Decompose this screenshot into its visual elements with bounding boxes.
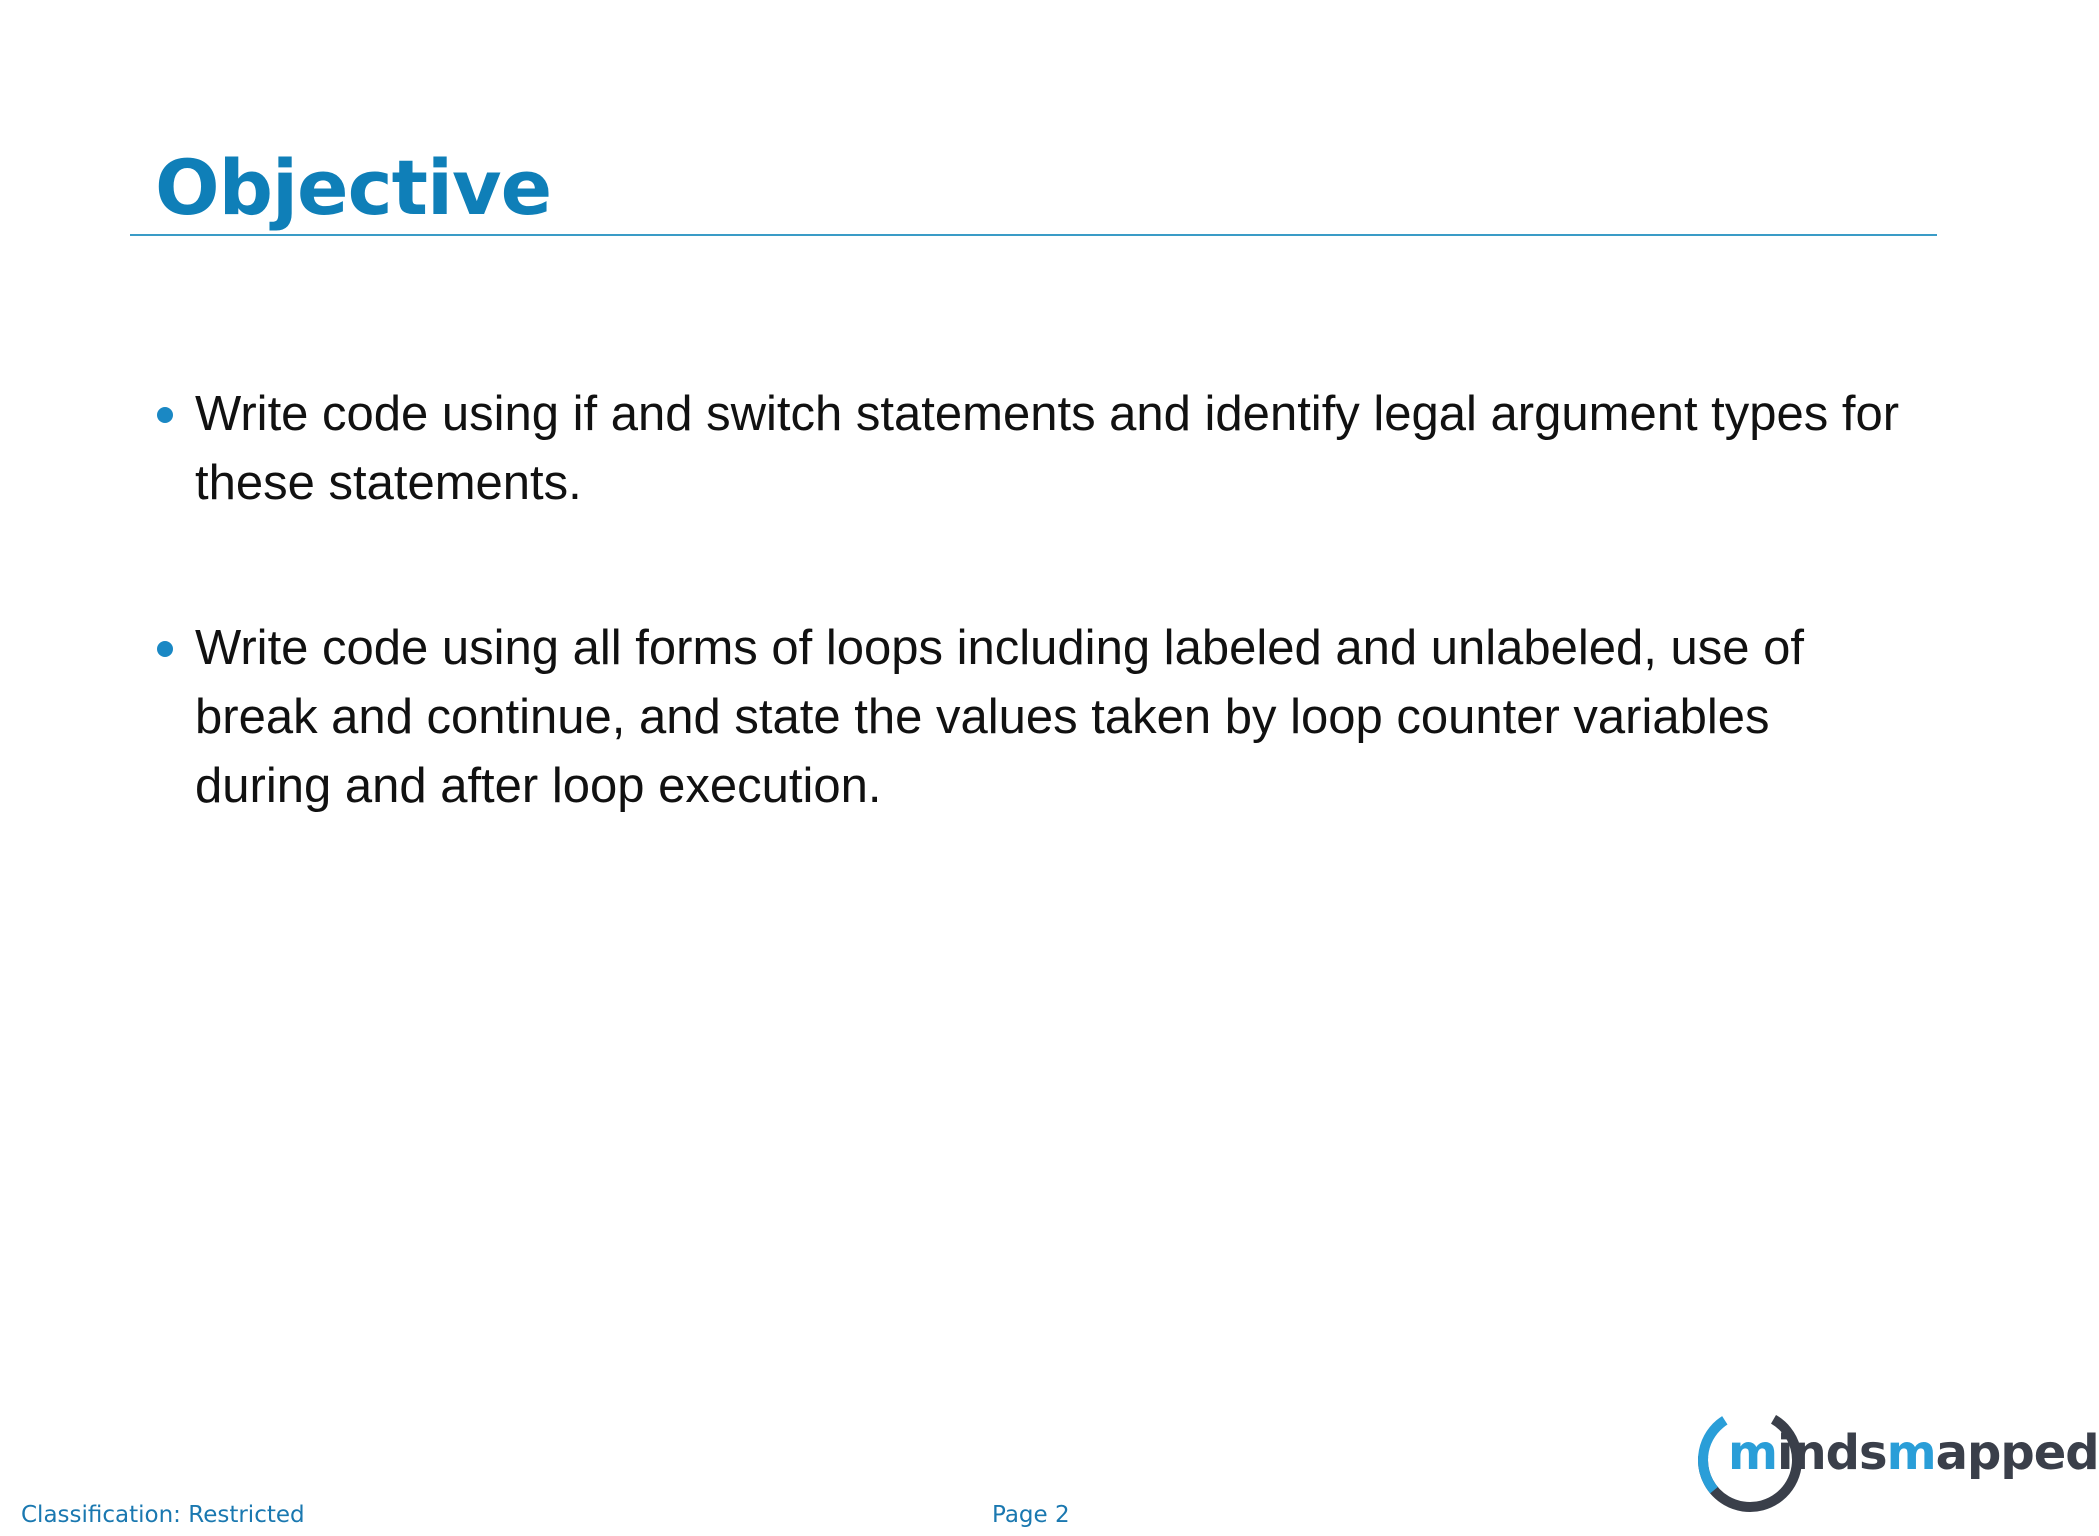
bullet-text: Write code using if and switch statements and identify legal argument types for these statements. (195, 387, 1900, 510)
logo-wordmark-part: m (1886, 1425, 1936, 1481)
mindsmapped-logo (1695, 1405, 2099, 1525)
title-divider (130, 234, 1937, 236)
logo-wordmark-part: nds (1792, 1425, 1887, 1481)
bullet-text: Write code using all forms of loops including labeled and unlabeled, use of break and continue, and state the values taken by loop counter variables during and after loop execution. (195, 621, 1804, 813)
bullet-dot-icon (157, 641, 173, 657)
logo-wordmark-part: m (1728, 1425, 1778, 1481)
footer-classification: Classification: Restricted (21, 1502, 305, 1528)
bullet-item (155, 380, 1915, 518)
footer-page-number: Page 2 (992, 1502, 1070, 1528)
bullet-list (155, 380, 1915, 917)
logo-wordmark-part: i (1777, 1425, 1793, 1481)
logo-wordmark-part: apped (1935, 1425, 2099, 1481)
bullet-item (155, 614, 1915, 821)
bullet-dot-icon (157, 407, 173, 423)
slide-title: Objective (155, 143, 552, 232)
logo-wordmark (1728, 1425, 2099, 1481)
